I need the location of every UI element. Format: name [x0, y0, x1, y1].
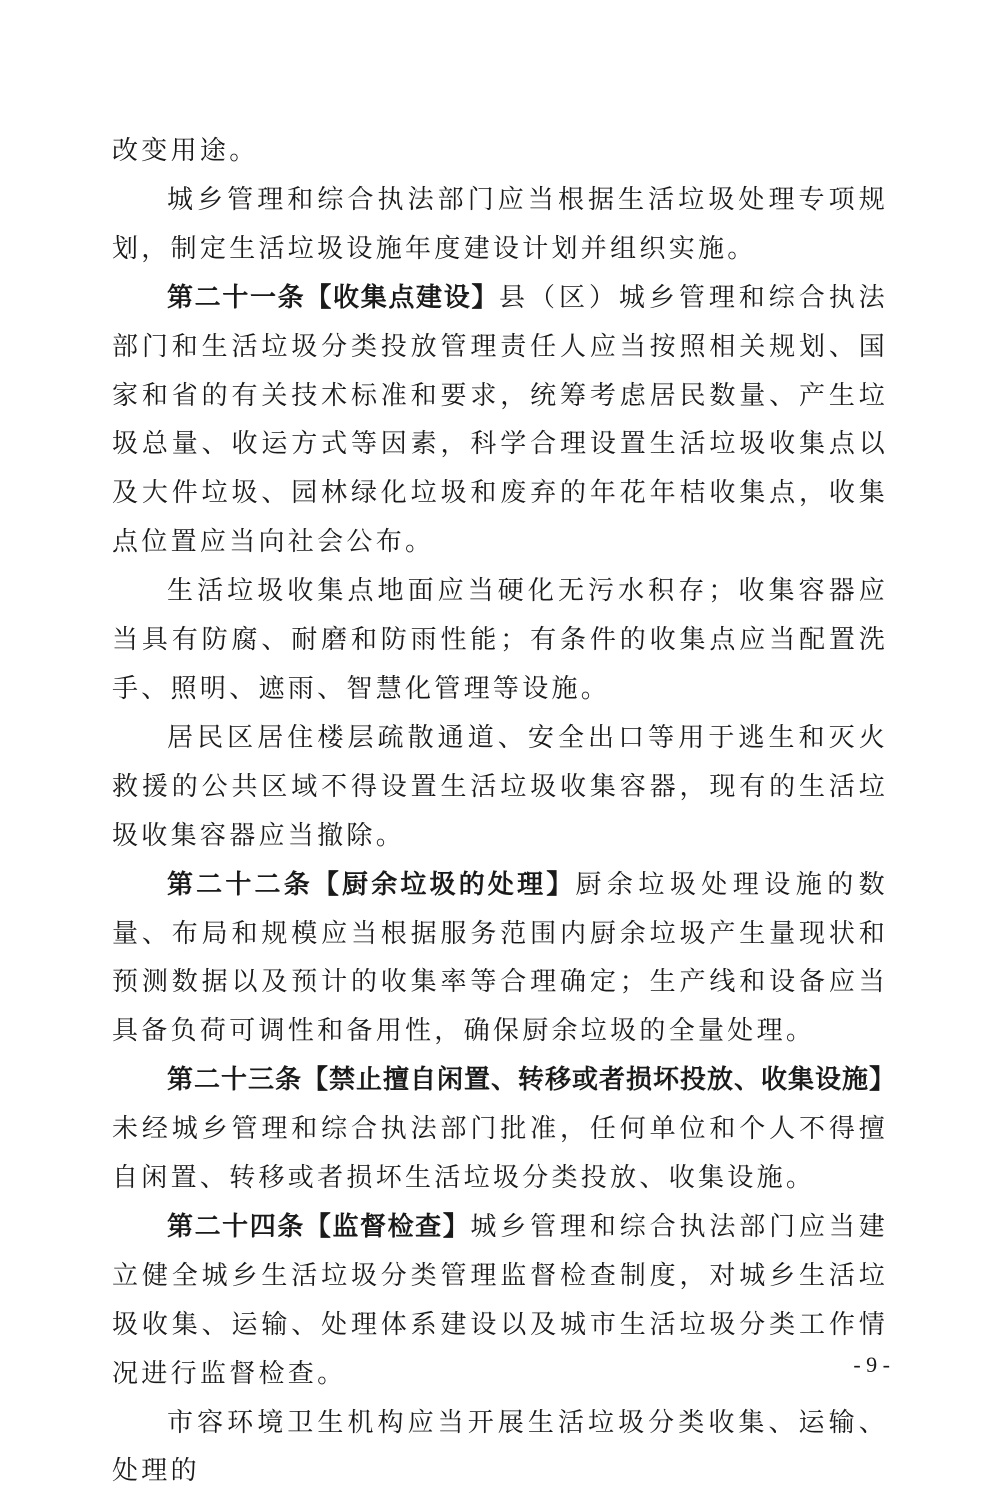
paragraph-text: 生活垃圾收集点地面应当硬化无污水积存；收集容器应当具有防腐、耐磨和防雨性能；有条件的收集点应当配置洗手、照明、遮雨、智慧化管理等设施。	[112, 576, 888, 704]
page-number: - 9 -	[853, 1352, 890, 1377]
paragraph-text: 未经城乡管理和综合执法部门批准，任何单位和个人不得擅自闲置、转移或者损坏生活垃圾分类投放、收集设施。	[112, 1114, 888, 1194]
paragraph-text: 城乡管理和综合执法部门应当建立健全城乡生活垃圾分类管理监督检查制度，对城乡生活垃圾收集、运输、处理体系建设以及城市生活垃圾分类工作情况进行监督检查。	[112, 1211, 888, 1389]
article-heading: 第二十四条【监督检查】	[167, 1211, 471, 1242]
paragraph	[112, 176, 888, 274]
paragraph	[112, 861, 888, 1057]
paragraph	[112, 567, 888, 714]
paragraph-text: 城乡管理和综合执法部门应当根据生活垃圾处理专项规划，制定生活垃圾设施年度建设计划并组织实施。	[112, 184, 888, 264]
paragraph	[112, 1399, 888, 1496]
paragraph-text: 厨余垃圾处理设施的数量、布局和规模应当根据服务范围内厨余垃圾产生量现状和预测数据以及预计的收集率等合理确定；生产线和设备应当具备负荷可调性和备用性，确保厨余垃圾的全量处理。	[112, 869, 888, 1047]
article-heading: 第二十二条【厨余垃圾的处理】	[167, 869, 576, 900]
paragraph	[112, 274, 888, 567]
paragraph	[112, 714, 888, 861]
article-heading: 第二十一条【收集点建设】	[167, 282, 500, 313]
article-heading: 第二十三条【禁止擅自闲置、转移或者损坏投放、收集设施】	[167, 1065, 897, 1096]
paragraph	[112, 127, 888, 176]
paragraph-text: 改变用途。	[112, 136, 259, 166]
paragraph-text: 县（区）城乡管理和综合执法部门和生活垃圾分类投放管理责任人应当按照相关规划、国家和省的有关技术标准和要求，统筹考虑居民数量、产生垃圾总量、收运方式等因素，科学合理设置生活垃圾收集点以及大件垃圾、园林绿化垃圾和废弃的年花年桔收集点，收集点位置应当向社会公布。	[112, 282, 888, 558]
paragraph-text: 市容环境卫生机构应当开展生活垃圾分类收集、运输、处理的	[112, 1407, 888, 1487]
document-body	[112, 127, 897, 1496]
paragraph-text: 居民区居住楼层疏散通道、安全出口等用于逃生和灭火救援的公共区域不得设置生活垃圾收集容器，现有的生活垃圾收集容器应当撤除。	[112, 722, 888, 851]
paragraph	[112, 1203, 888, 1399]
paragraph	[112, 1056, 897, 1203]
